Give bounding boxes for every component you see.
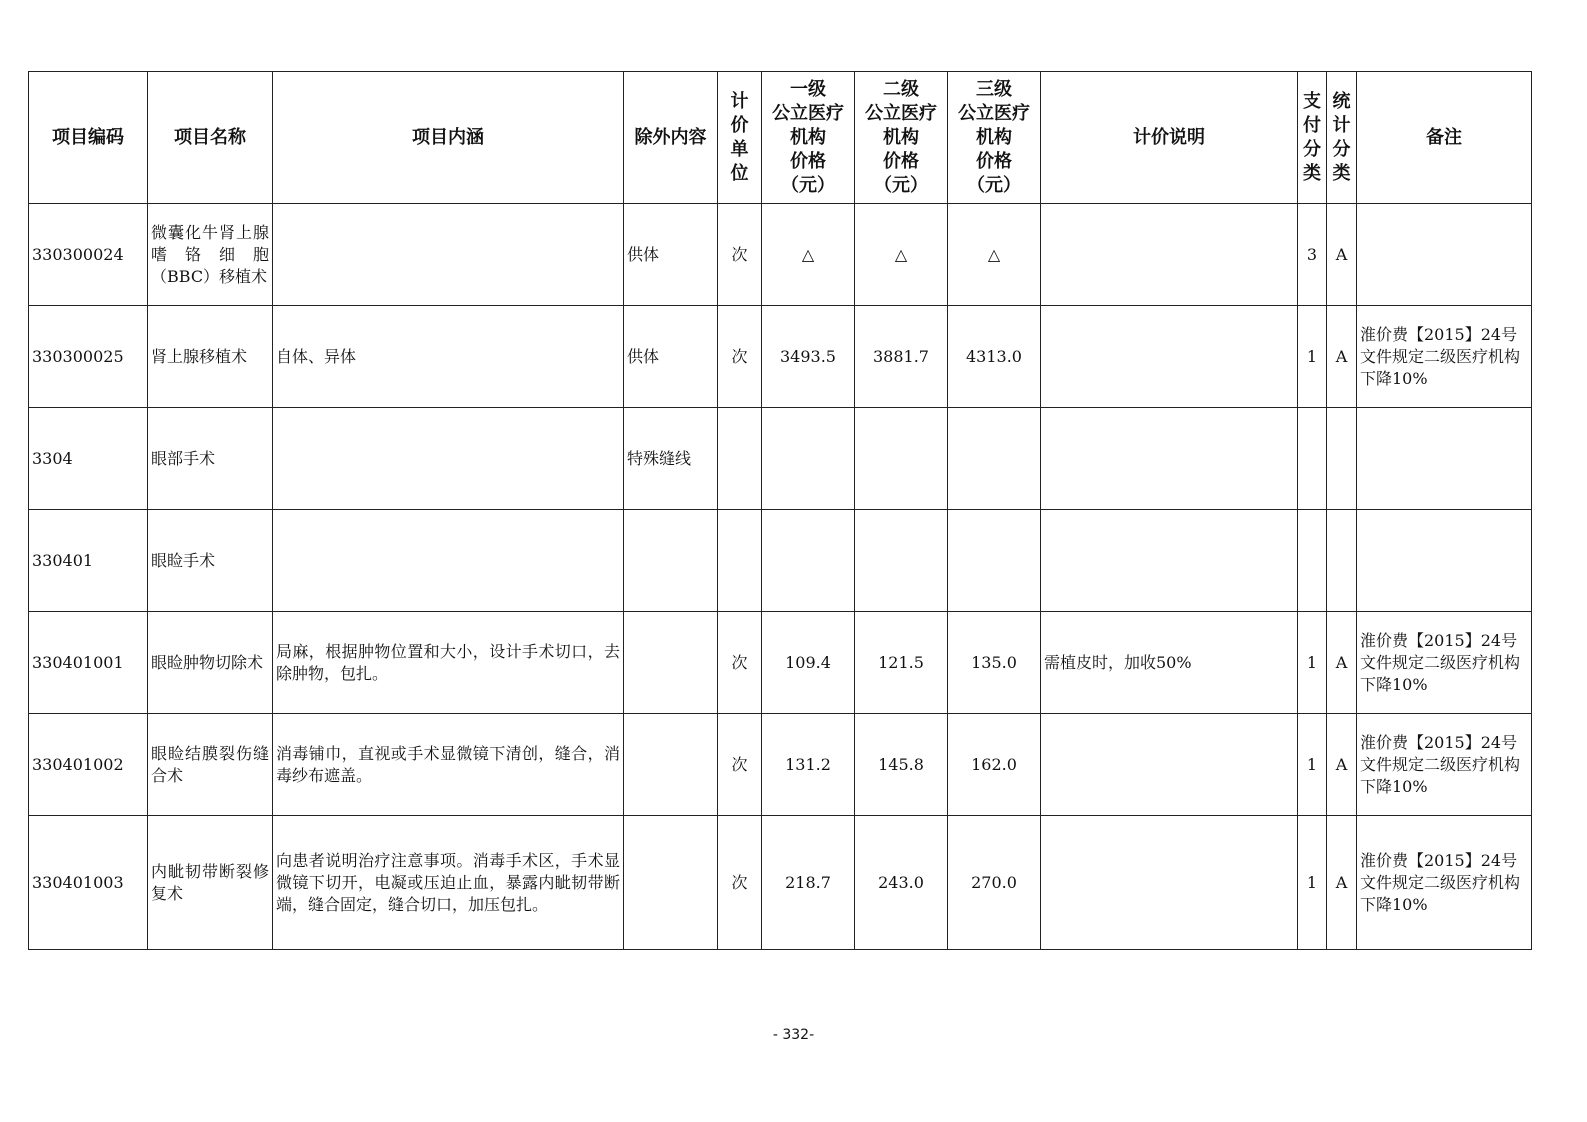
cell-payment-category (1298, 408, 1327, 510)
cell-stat-category: A (1327, 612, 1357, 714)
cell-code: 330401001 (29, 612, 148, 714)
header-price-level2-line: 机构 (883, 126, 919, 148)
table-row (29, 714, 1532, 816)
cell-price-level1: 3493.5 (762, 306, 855, 408)
cell-unit (718, 408, 762, 510)
cell-name: 微囊化牛肾上腺嗜铬细胞（BBC）移植术 (148, 204, 273, 306)
header-price-level1-line: 公立医疗 (772, 102, 844, 124)
cell-pricing-note (1041, 816, 1298, 950)
header-price-level2-line: （元） (874, 174, 928, 196)
cell-pricing-note (1041, 306, 1298, 408)
cell-price-level3: 4313.0 (948, 306, 1041, 408)
cell-content (273, 204, 624, 306)
cell-remarks: 淮价费【2015】24号文件规定二级医疗机构下降10% (1357, 714, 1532, 816)
header-price-level3-line: （元） (967, 174, 1021, 196)
price-table (28, 71, 1532, 950)
table-row (29, 510, 1532, 612)
table-row (29, 204, 1532, 306)
cell-name: 眼部手术 (148, 408, 273, 510)
cell-excluded (624, 816, 718, 950)
cell-price-level2: △ (855, 204, 948, 306)
cell-price-level3 (948, 408, 1041, 510)
header-code: 项目编码 (29, 72, 148, 204)
cell-price-level3 (948, 510, 1041, 612)
header-price-level2-line: 公立医疗 (865, 102, 937, 124)
cell-price-level2: 3881.7 (855, 306, 948, 408)
cell-excluded (624, 714, 718, 816)
cell-code: 330401 (29, 510, 148, 612)
cell-content (273, 510, 624, 612)
table-row (29, 408, 1532, 510)
cell-price-level2: 121.5 (855, 612, 948, 714)
header-price-level1-line: 一级 (790, 78, 826, 100)
cell-payment-category: 1 (1298, 306, 1327, 408)
table-row (29, 306, 1532, 408)
cell-payment-category (1298, 510, 1327, 612)
cell-price-level1: 218.7 (762, 816, 855, 950)
cell-remarks (1357, 204, 1532, 306)
cell-name: 眼睑手术 (148, 510, 273, 612)
cell-pricing-note (1041, 510, 1298, 612)
cell-price-level1: △ (762, 204, 855, 306)
header-price-level3-line: 机构 (976, 126, 1012, 148)
header-excluded: 除外内容 (624, 72, 718, 204)
cell-code: 330401002 (29, 714, 148, 816)
cell-excluded (624, 510, 718, 612)
header-price-level3 (948, 72, 1041, 204)
cell-pricing-note (1041, 714, 1298, 816)
cell-payment-category: 1 (1298, 816, 1327, 950)
cell-remarks: 淮价费【2015】24号文件规定二级医疗机构下降10% (1357, 816, 1532, 950)
header-price-level2-line: 二级 (883, 78, 919, 100)
cell-pricing-note: 需植皮时，加收50% (1041, 612, 1298, 714)
cell-price-level2 (855, 510, 948, 612)
cell-stat-category: A (1327, 816, 1357, 950)
cell-unit: 次 (718, 816, 762, 950)
cell-excluded (624, 612, 718, 714)
cell-price-level3: △ (948, 204, 1041, 306)
cell-payment-category: 1 (1298, 612, 1327, 714)
cell-name: 眼睑结膜裂伤缝合术 (148, 714, 273, 816)
cell-content: 向患者说明治疗注意事项。消毒手术区，手术显微镜下切开，电凝或压迫止血，暴露内眦韧带断端，缝合固定，缝合切口，加压包扎。 (273, 816, 624, 950)
cell-unit (718, 510, 762, 612)
header-content: 项目内涵 (273, 72, 624, 204)
cell-name: 肾上腺移植术 (148, 306, 273, 408)
cell-stat-category (1327, 510, 1357, 612)
cell-payment-category: 1 (1298, 714, 1327, 816)
cell-pricing-note (1041, 408, 1298, 510)
cell-price-level3: 270.0 (948, 816, 1041, 950)
header-price-level2 (855, 72, 948, 204)
page-number: - 332- (772, 1027, 815, 1043)
header-name: 项目名称 (148, 72, 273, 204)
cell-stat-category: A (1327, 204, 1357, 306)
cell-content (273, 408, 624, 510)
cell-price-level2 (855, 408, 948, 510)
cell-code: 330401003 (29, 816, 148, 950)
cell-code: 330300024 (29, 204, 148, 306)
header-price-level1-line: 价格 (790, 150, 826, 172)
cell-stat-category (1327, 408, 1357, 510)
table-row (29, 612, 1532, 714)
cell-stat-category: A (1327, 714, 1357, 816)
table-row (29, 816, 1532, 950)
cell-content: 自体、异体 (273, 306, 624, 408)
header-price-level1 (762, 72, 855, 204)
header-row (29, 72, 1532, 204)
cell-remarks (1357, 408, 1532, 510)
header-price-level1-line: 机构 (790, 126, 826, 148)
cell-content: 局麻，根据肿物位置和大小，设计手术切口，去除肿物，包扎。 (273, 612, 624, 714)
cell-unit: 次 (718, 204, 762, 306)
cell-unit: 次 (718, 612, 762, 714)
header-price-level3-line: 公立医疗 (958, 102, 1030, 124)
cell-excluded: 供体 (624, 306, 718, 408)
cell-excluded: 供体 (624, 204, 718, 306)
cell-remarks (1357, 510, 1532, 612)
cell-content: 消毒铺巾，直视或手术显微镜下清创，缝合，消毒纱布遮盖。 (273, 714, 624, 816)
cell-name: 内眦韧带断裂修复术 (148, 816, 273, 950)
cell-code: 3304 (29, 408, 148, 510)
header-remarks: 备注 (1357, 72, 1532, 204)
cell-remarks: 淮价费【2015】24号文件规定二级医疗机构下降10% (1357, 612, 1532, 714)
header-price-level3-line: 三级 (976, 78, 1012, 100)
cell-unit: 次 (718, 714, 762, 816)
cell-name: 眼睑肿物切除术 (148, 612, 273, 714)
header-stat-category: 统计分类 (1327, 72, 1357, 204)
cell-pricing-note (1041, 204, 1298, 306)
cell-price-level1 (762, 408, 855, 510)
header-pricing-note: 计价说明 (1041, 72, 1298, 204)
header-unit: 计价单位 (718, 72, 762, 204)
cell-price-level2: 243.0 (855, 816, 948, 950)
header-price-level3-line: 价格 (976, 150, 1012, 172)
header-price-level2-line: 价格 (883, 150, 919, 172)
cell-price-level3: 162.0 (948, 714, 1041, 816)
cell-remarks: 淮价费【2015】24号文件规定二级医疗机构下降10% (1357, 306, 1532, 408)
cell-price-level2: 145.8 (855, 714, 948, 816)
header-price-level1-line: （元） (781, 174, 835, 196)
cell-price-level1: 131.2 (762, 714, 855, 816)
cell-price-level3: 135.0 (948, 612, 1041, 714)
cell-payment-category: 3 (1298, 204, 1327, 306)
cell-price-level1: 109.4 (762, 612, 855, 714)
cell-stat-category: A (1327, 306, 1357, 408)
header-payment-category: 支付分类 (1298, 72, 1327, 204)
cell-code: 330300025 (29, 306, 148, 408)
cell-excluded: 特殊缝线 (624, 408, 718, 510)
cell-price-level1 (762, 510, 855, 612)
cell-unit: 次 (718, 306, 762, 408)
